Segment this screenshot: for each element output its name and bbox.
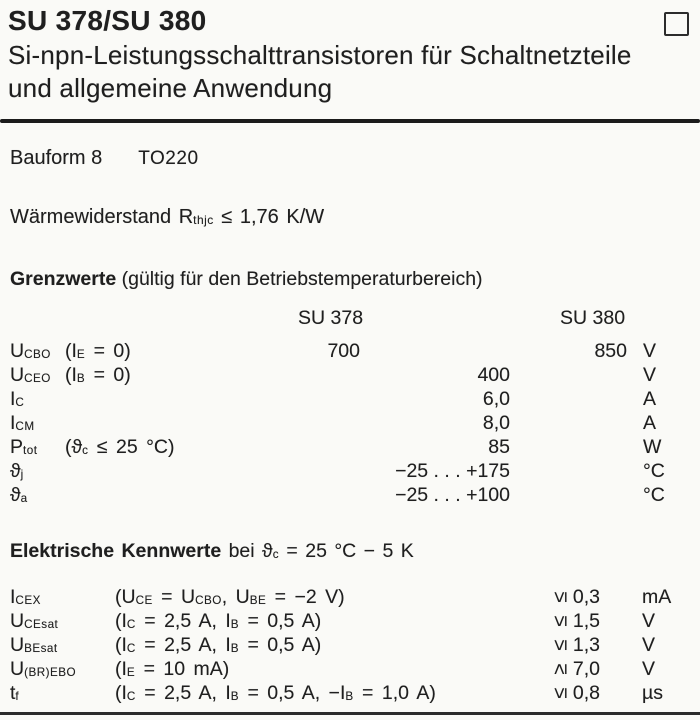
cell-limit [445, 657, 600, 681]
column-header-su378: SU 378 [298, 307, 364, 329]
bauform-package: TO220 [138, 148, 199, 169]
cell-condition: ($U_{CE} = U_{CBO}$, $U_{BE} = -2$ V) [115, 586, 345, 608]
limit-value: 1,5 [572, 610, 600, 632]
column-header-su380: SU 380 [560, 307, 626, 329]
cell-value-common: 400 [477, 364, 510, 386]
cell-symbol: $U_{BEsat}$ [10, 634, 58, 656]
cell-value-su378 [240, 387, 360, 411]
kennwerte-heading-note: bei $ϑ_c = 25$ °C − 5 K [221, 540, 414, 562]
cell-unit: A [643, 388, 657, 410]
cell-condition: ($I_E = 10$ mA) [115, 658, 230, 680]
table-row [10, 585, 696, 609]
corner-box-icon [664, 12, 689, 36]
cell-value-su378 [240, 411, 360, 435]
grenzwerte-heading-note: (gültig für den Betriebstemperaturbereich) [116, 268, 483, 290]
cell-value-su378: 700 [327, 340, 360, 362]
cell-value-common: 6,0 [482, 388, 510, 410]
subtitle-line-2: und allgemeine Anwendung [8, 73, 333, 103]
cell-value-common: 8,0 [482, 412, 510, 434]
limit-value: 1,3 [572, 634, 600, 656]
cell-value-common [360, 339, 510, 363]
footer-rule [0, 712, 700, 715]
subtitle-line-1: Si-npn-Leistungsschalttransistoren für Schaltnetzteile [8, 40, 632, 70]
grenzwerte-heading-bold: Grenzwerte [10, 268, 117, 290]
kennwerte-heading [10, 540, 414, 563]
cell-condition: $(I_B = 0)$ [65, 364, 131, 386]
cell-unit: °C [643, 484, 665, 506]
cell-condition [65, 387, 240, 411]
table-row [10, 609, 696, 633]
cell-symbol: $I_C$ [10, 388, 25, 410]
relation-sign: ≤ [549, 639, 572, 651]
relation-sign: ≤ [549, 591, 572, 603]
cell-value-su380 [510, 411, 627, 435]
cell-condition: $(I_E = 0)$ [65, 340, 131, 362]
cell-unit: W [643, 436, 662, 458]
limit-value: 0,8 [572, 682, 600, 704]
relation-sign: ≤ [549, 687, 572, 699]
cell-condition: ($ϑ_c \le 25$ °C) [65, 436, 175, 458]
cell-unit: V [642, 658, 656, 680]
cell-value-common: 85 [488, 436, 510, 458]
cell-symbol: $P_{tot}$ [10, 436, 38, 458]
cell-value-su378 [240, 363, 360, 387]
cell-unit: V [643, 364, 657, 386]
table-row [10, 411, 696, 435]
relation-sign: ≤ [549, 615, 572, 627]
cell-value-common: −25 . . . +175 [395, 460, 510, 482]
grenzwerte-heading [10, 268, 483, 291]
cell-value-su380 [510, 387, 627, 411]
cell-condition: ($I_C = 2,5$ A, $I_B = 0,5$ A) [115, 610, 322, 632]
cell-value-su380 [510, 435, 627, 459]
cell-limit [445, 585, 600, 609]
cell-value-su378 [240, 459, 360, 483]
table-row [10, 435, 696, 459]
cell-value-su380 [510, 363, 627, 387]
cell-value-su378 [240, 435, 360, 459]
cell-symbol: $U_{(BR)EBO}$ [10, 658, 77, 680]
cell-symbol: $U_{CEsat}$ [10, 610, 59, 632]
cell-symbol: $ϑ_a$ [10, 484, 28, 506]
cell-symbol: $I_{CM}$ [10, 412, 35, 434]
thermal-resistance-line: Wärmewiderstand $R_{thjc} \le 1,76$ K/W [10, 206, 325, 228]
bauform-line [10, 147, 199, 170]
cell-symbol: $ϑ_j$ [10, 460, 24, 482]
cell-unit: V [643, 340, 657, 362]
cell-symbol: $U_{CBO}$ [10, 340, 51, 362]
header-rule [0, 119, 700, 123]
cell-symbol: $U_{CEO}$ [10, 364, 51, 386]
cell-unit: A [643, 412, 657, 434]
table-row [10, 483, 696, 507]
relation-sign: ≥ [549, 663, 572, 675]
cell-condition [65, 411, 240, 435]
page-title: SU 378/SU 380 [8, 5, 207, 36]
cell-condition [65, 459, 240, 483]
cell-condition: ($I_C = 2,5$ A, $I_B = 0,5$ A, $-I_B = 1,0$ A) [115, 682, 436, 704]
cell-value-su380 [510, 483, 627, 507]
cell-condition: ($I_C = 2,5$ A, $I_B = 0,5$ A) [115, 634, 322, 656]
cell-value-su380 [510, 459, 627, 483]
cell-unit: °C [643, 460, 665, 482]
kennwerte-heading-bold: Elektrische Kennwerte [10, 540, 222, 562]
table-row [10, 657, 696, 681]
cell-unit: µs [642, 682, 663, 704]
table-row [10, 681, 696, 705]
cell-unit: V [642, 610, 656, 632]
table-row [10, 387, 696, 411]
cell-value-su378 [240, 483, 360, 507]
table-row [10, 363, 696, 387]
table-row [10, 633, 696, 657]
cell-symbol: $I_{CEX}$ [10, 586, 41, 608]
cell-limit [445, 633, 600, 657]
limit-value: 0,3 [572, 586, 600, 608]
cell-value-common: −25 . . . +100 [395, 484, 510, 506]
limit-value: 7,0 [572, 658, 600, 680]
cell-condition [65, 483, 240, 507]
cell-limit [445, 681, 600, 705]
cell-limit [445, 609, 600, 633]
limits-table [10, 339, 696, 507]
cell-symbol: $t_f$ [10, 682, 20, 704]
table-row [10, 339, 696, 363]
table-row [10, 459, 696, 483]
bauform-label: Bauform 8 [10, 147, 103, 169]
cell-value-su380: 850 [594, 340, 627, 362]
cell-unit: mA [642, 586, 672, 608]
characteristics-table [10, 585, 696, 705]
cell-unit: V [642, 634, 656, 656]
